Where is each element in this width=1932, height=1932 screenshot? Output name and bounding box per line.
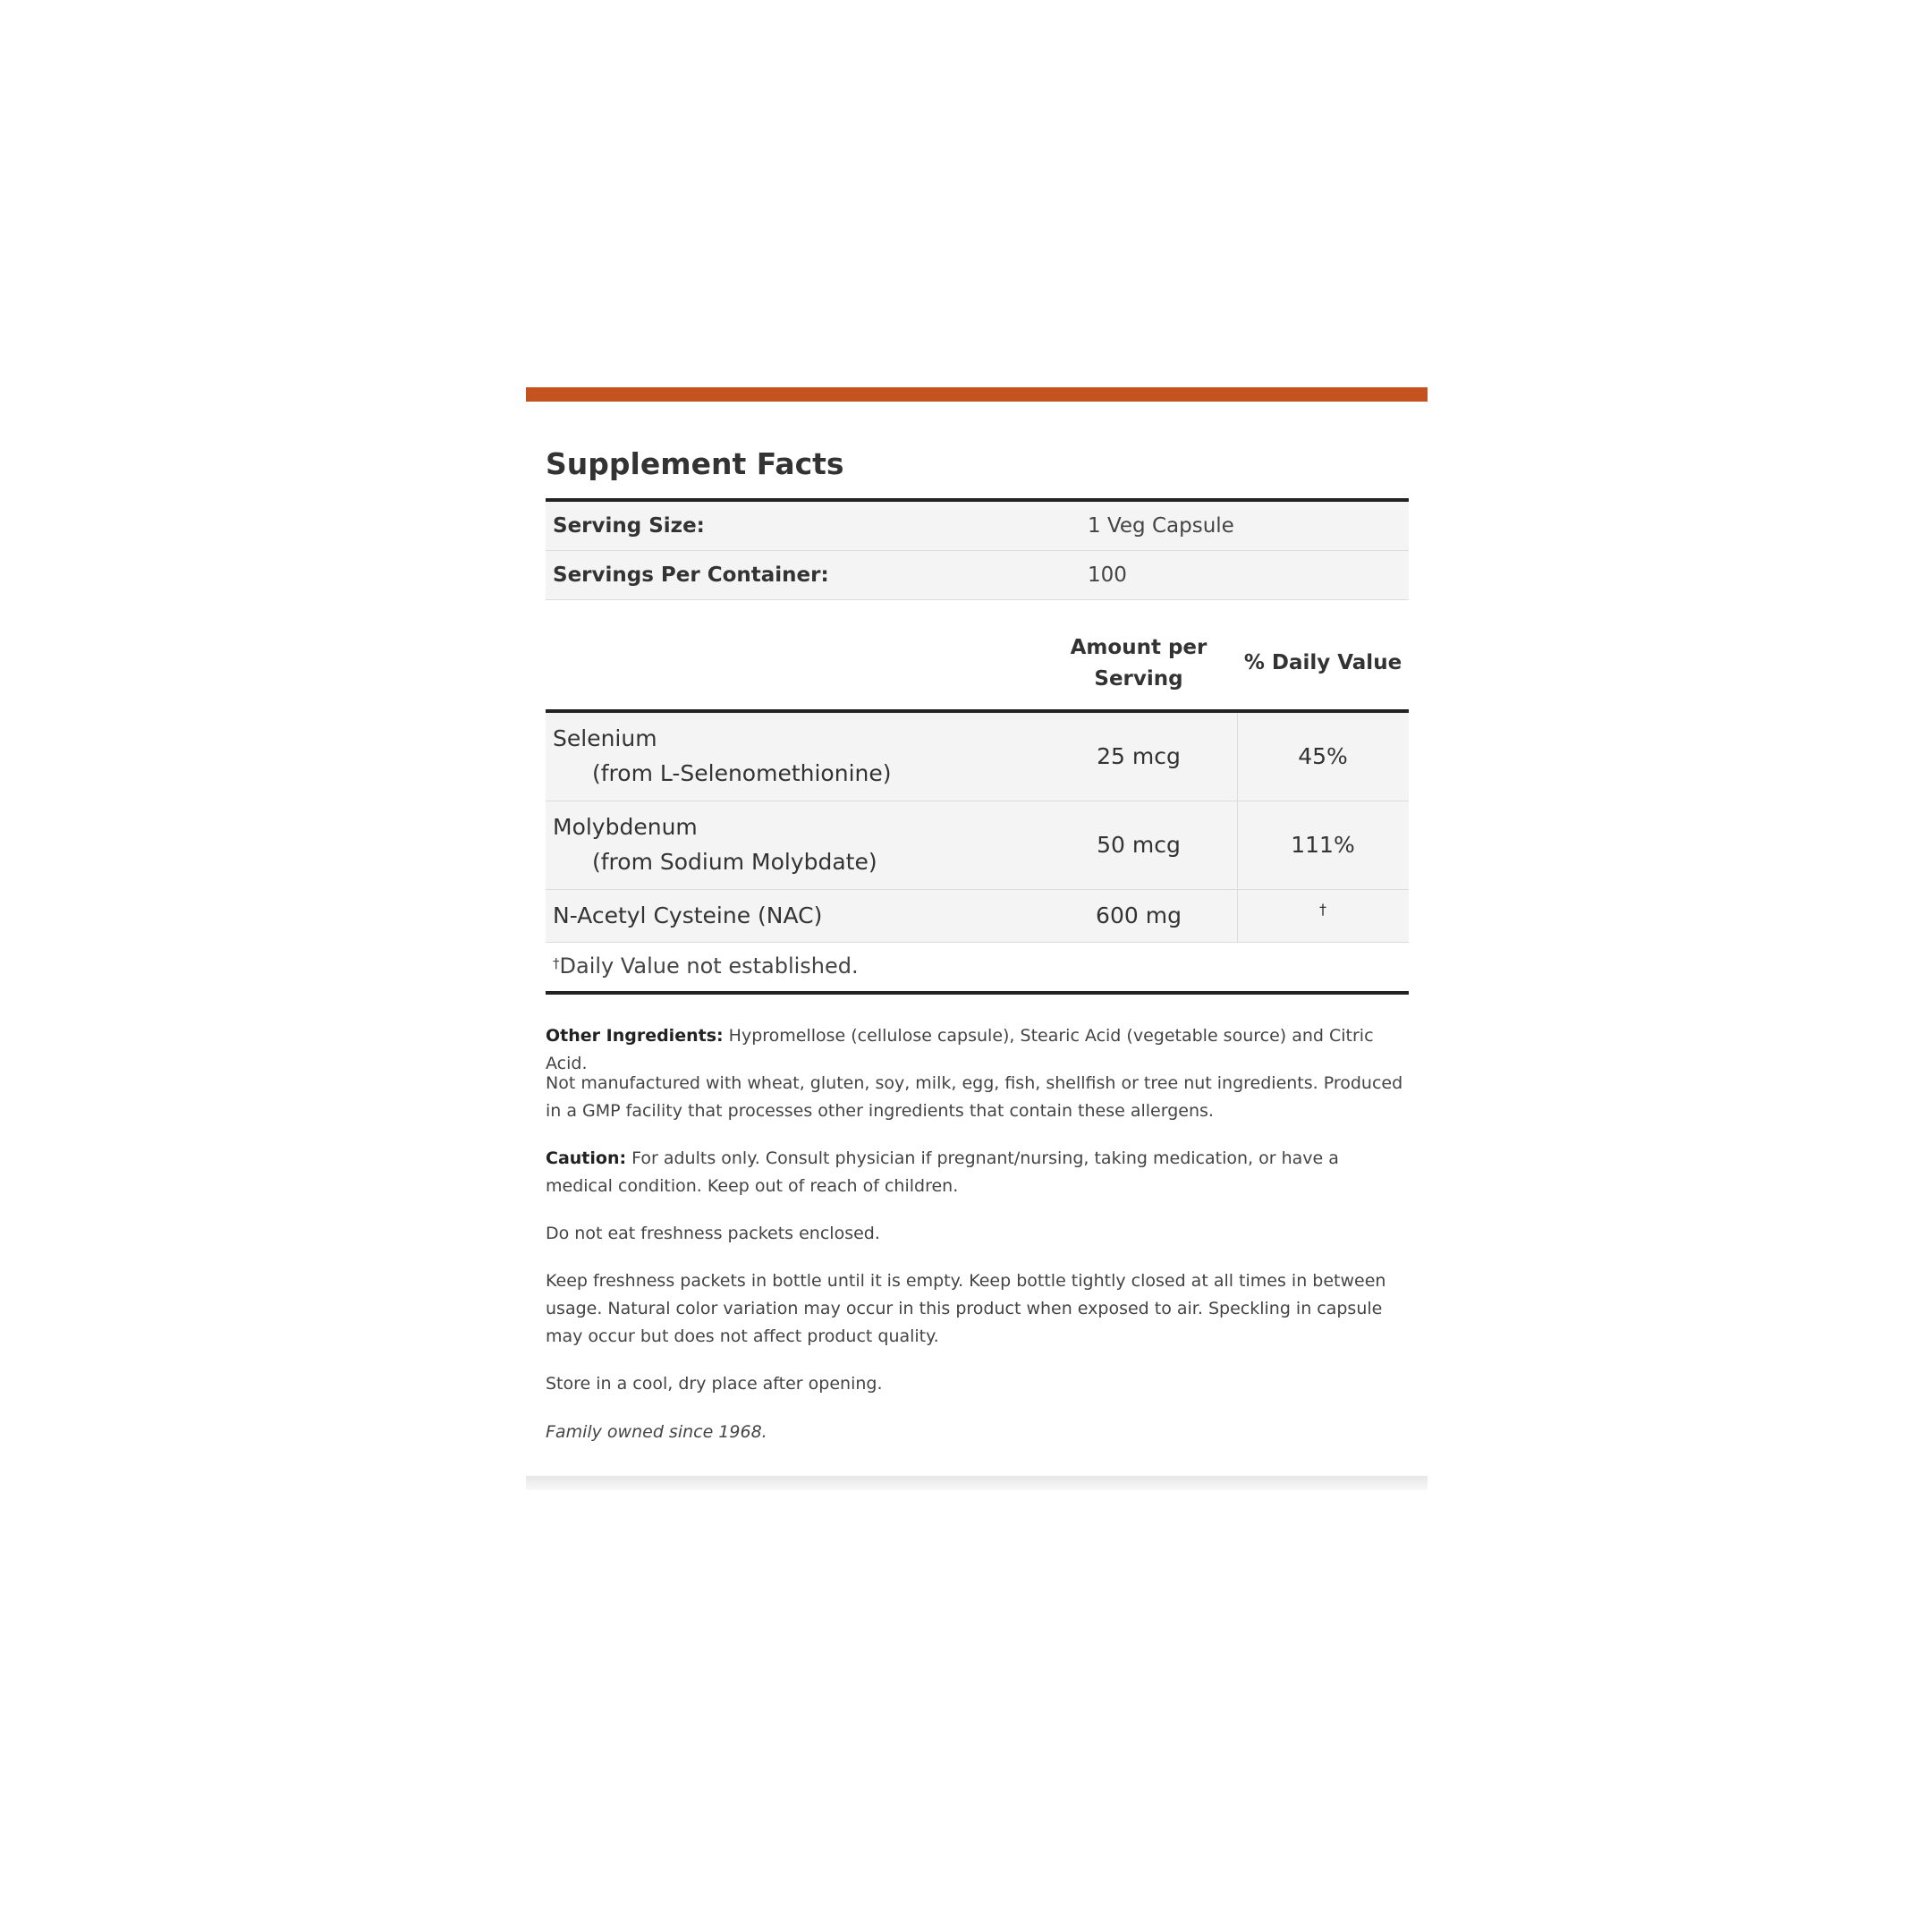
nutrient-row-selenium [546, 713, 1409, 801]
nutrient-source: (from Sodium Molybdate) [592, 849, 877, 875]
other-ingredients-text: Hypromellose (cellulose capsule), Stearic Acid (vegetable source) and Citric Acid. [546, 1026, 1374, 1073]
serving-table [546, 498, 1409, 600]
nutrient-daily-value: 111% [1291, 832, 1355, 858]
caution-text: For adults only. Consult physician if pregnant/nursing, taking medication, or have a medical condition. Keep out of reach of children. [546, 1148, 1339, 1196]
nutrient-daily-value: † [1319, 901, 1326, 918]
footnote [553, 953, 859, 979]
nutrient-source: (from L-Selenomethionine) [592, 760, 892, 786]
allergen-statement: Not manufactured with wheat, gluten, soy, milk, egg, fish, shellfish or tree nut ingredients. Produced in a GMP facility that processes other ingredients that contain these allergens. [546, 1073, 1403, 1121]
servings-per-container-row [546, 551, 1409, 600]
amount-header-line2: Serving [1094, 667, 1183, 691]
keep-statement: Keep freshness packets in bottle until it is empty. Keep bottle tightly closed at all times in between usage. Natural color variation may occur in this product when exposed to air. Speckling in capsule may occur but does not affect product quality. [546, 1271, 1386, 1346]
panel-bottom-edge [526, 1476, 1428, 1490]
accent-bar [526, 387, 1428, 402]
storage-statement: Store in a cool, dry place after opening. [546, 1374, 883, 1394]
page-title: Supplement Facts [546, 446, 844, 481]
caution-label: Caution: [546, 1148, 627, 1168]
freshness-warning: Do not eat freshness packets enclosed. [546, 1224, 880, 1243]
footnote-row [546, 943, 1409, 995]
nutrient-daily-value: 45% [1298, 743, 1348, 769]
supplement-facts-panel [526, 387, 1428, 1494]
nutrient-table [546, 709, 1409, 995]
nutrient-name: Molybdenum [553, 814, 698, 840]
servings-per-container-label: Servings Per Container: [553, 564, 829, 587]
family-owned-statement: Family owned since 1968. [546, 1422, 767, 1442]
nutrient-name: N-Acetyl Cysteine (NAC) [553, 902, 823, 928]
servings-per-container-value: 100 [1088, 564, 1127, 587]
footnote-text: Daily Value not established. [559, 953, 859, 979]
other-ingredients-label: Other Ingredients: [546, 1026, 724, 1046]
nutrient-name: Selenium [553, 725, 657, 751]
serving-size-row [546, 502, 1409, 551]
serving-size-value: 1 Veg Capsule [1088, 514, 1234, 538]
amount-per-serving-header [1063, 632, 1215, 695]
serving-size-label: Serving Size: [553, 514, 705, 538]
caution-statement [546, 1145, 1409, 1200]
amount-header-line1: Amount per [1070, 636, 1208, 659]
nutrient-row-nac [546, 890, 1409, 943]
nutrient-amount: 25 mcg [1097, 743, 1181, 769]
dagger-symbol: † [553, 955, 560, 971]
nutrient-amount: 600 mg [1096, 902, 1182, 928]
nutrient-row-molybdenum [546, 801, 1409, 890]
nutrient-amount: 50 mcg [1097, 832, 1181, 858]
daily-value-header: % Daily Value [1243, 651, 1402, 674]
